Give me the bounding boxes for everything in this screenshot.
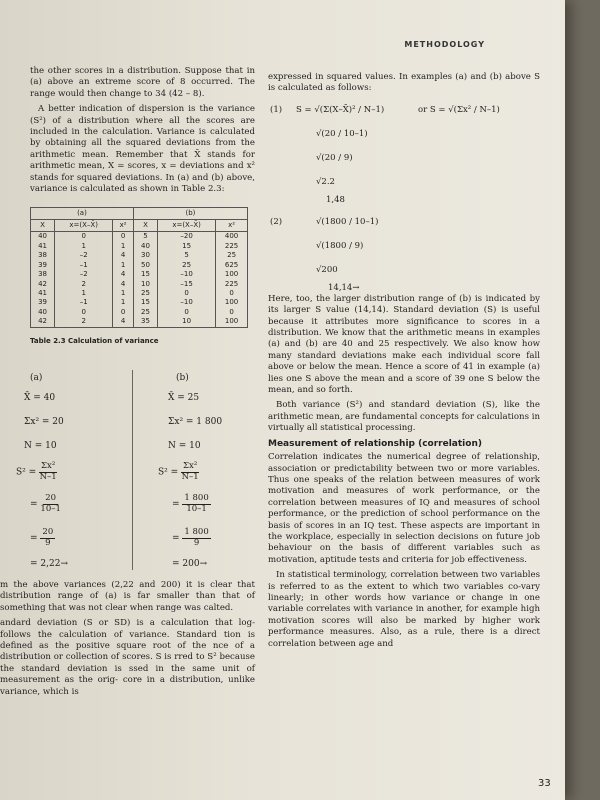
table-cell: 2 [55,317,113,327]
table-cell: –2 [55,251,113,260]
table-row [31,289,248,298]
table-cell: 25 [158,261,216,270]
calc-mean: X̄ = 40 [24,393,56,403]
table-cell: 30 [133,251,157,260]
formula-step: √(1800 / 10–1) [316,216,379,227]
calc-formula-3: = $\frac{1 800}{9}$ [172,527,209,548]
paragraph: In statistical terminology, correlation between two variables is referred to as the extent to which two variables co-vary linearly; in other words how variance or change in one variable correlates with variance in another, for example high motivation scores will also be marked by higher work performance measures. Also, as a rule, there is a direct correlation between age and [268,570,540,649]
table-row [31,261,248,270]
table-cell: 0 [216,308,248,317]
table-cell: 40 [31,232,55,242]
calc-result: = 200→ [172,559,208,569]
frac-num: 1 800 [184,527,209,537]
table-cell: 15 [133,298,157,307]
calc-s2: S² [158,467,168,478]
table-row [31,242,248,251]
table-group-b: (b) [133,208,247,220]
table-row [31,317,248,327]
calc-label: (a) [30,373,43,383]
table-row [31,270,248,279]
table-cell: –20 [158,232,216,242]
table-cell: –1 [55,261,113,270]
table-cell: 100 [216,270,248,279]
table-cell: 0 [55,232,113,242]
paragraph: Correlation indicates the numerical degree of relationship, association or predictability between two or more variables. Thus one speaks of the relation between measures of work motivation and measures of work performance, or the correlation between measures of IQ and measures of school performance, or the prediction of school performance on the basis of scores in an IQ test. These aspects are important in the workplace, especially in selection decisions on future job behaviour on the basis of different variables such as motivation, aptitude tests and criteria for job effectiveness. [268,452,540,565]
table-cell: –2 [55,270,113,279]
left-column [30,66,255,347]
table-cell: 25 [133,289,157,298]
table-cell: 42 [31,280,55,289]
table-cell: 39 [31,261,55,270]
frac-num: 1 800 [184,493,209,503]
table-cell: 0 [113,308,134,317]
table-cell: 25 [216,251,248,260]
table-cell: 38 [31,270,55,279]
formula-result: 14,14→ [328,282,360,293]
table-cell: 35 [133,317,157,327]
table-cell: 100 [216,317,248,327]
table-cell: 100 [216,298,248,307]
sd-formulas [268,99,540,294]
table-cell: 5 [158,251,216,260]
frac-den: N–1 [181,471,199,482]
table-cell: 41 [31,289,55,298]
table-cell: 42 [31,317,55,327]
running-header: METHODOLOGY [404,40,485,49]
calc-divider [132,370,133,570]
table-cell: 1 [113,242,134,251]
formula-label: (1) [270,104,283,115]
table-cell: 39 [31,298,55,307]
table-cell: 10 [158,317,216,327]
table-cell: 50 [133,261,157,270]
table-group-a: (a) [31,208,134,220]
table-cell: 38 [31,251,55,260]
calc-label: (b) [176,373,189,383]
table-cell: 0 [158,308,216,317]
page-number: 33 [538,778,551,789]
calc-formula-1: S² = $\frac{\text{Σx²}}{N-1}$ [158,461,199,482]
frac-den: 10–1 [40,503,61,514]
calc-sum: Σx² = 20 [24,417,64,427]
frac-den: N–1 [39,471,57,482]
table-header-cell: x=(X–X̄) [55,220,113,232]
section-heading: Measurement of relationship (correlation) [268,438,482,449]
table-cell: 1 [113,261,134,270]
table-cell: –15 [158,280,216,289]
paragraph: the other scores in a distribution. Suppose that in (a) above an extreme score of 8 occurred. The range would then change to 34 (42 – 8). [30,66,255,99]
paragraph: Both variance (S²) and standard deviation (S), like the arithmetic mean, are fundamental concepts for calculations in virtually all statistical processing. [268,400,541,434]
table-cell: 40 [31,308,55,317]
table-cell: –10 [158,298,216,307]
calc-mean: X̄ = 25 [168,393,200,403]
table-cell: 41 [31,242,55,251]
table-cell: 4 [113,317,134,327]
table-header-cell: x=(X–X̄) [158,220,216,232]
frac-den: 9 [45,537,51,548]
table-header-cell: x² [216,220,248,232]
formula-step: √(1800 / 9) [316,240,364,251]
table-cell: 1 [113,289,134,298]
table-cell: 0 [113,232,134,242]
table-cell: 15 [158,242,216,251]
table-cell: 5 [133,232,157,242]
table-cell: 225 [216,242,248,251]
table-row [31,232,248,242]
formula-label: (2) [270,216,283,227]
table-header-cell: x² [113,220,134,232]
paragraph: expressed in squared values. In examples (a) and (b) above S is calculated as follows: [268,72,540,94]
calc-formula-2: = $\frac{1 800}{10-1}$ [172,493,209,514]
formula-result: 1,48 [326,194,345,205]
frac-num: 20 [45,493,57,503]
frac-den: 9 [193,537,200,548]
variance-table [30,207,248,327]
calc-n: N = 10 [24,441,57,451]
formula-step: √2.2 [316,176,335,187]
frac-num: Σx² [41,461,56,471]
calc-sum: Σx² = 1 800 [168,417,223,427]
formula-alt: or S = √(Σx² / N–1) [418,104,500,115]
frac-num: 20 [42,527,54,537]
calc-formula-2: = $\frac{20}{10-1}$ [30,493,61,514]
table-header-cell: X [133,220,157,232]
table-cell: 40 [133,242,157,251]
table-row [31,298,248,307]
calc-n: N = 10 [168,441,201,451]
calc-formula-1: S² = $\frac{\text{Σx²}}{N-1}$ [16,461,57,482]
table-cell: 25 [133,308,157,317]
formula-step: √(20 / 10–1) [316,128,368,139]
table-cell: 0 [216,289,248,298]
table-cell: –1 [55,298,113,307]
table-cell: 10 [133,280,157,289]
table-cell: 225 [216,280,248,289]
table-header-cell: X [31,220,55,232]
table-header-row [31,220,248,232]
table-caption: Table 2.3 Calculation of variance [30,336,159,345]
bottom-left-text [0,580,255,702]
table-cell: 1 [55,242,113,251]
paragraph: A better indication of dispersion is the variance (S²) of a distribution where all the scores are included in the calculation. Variance is calculated by obtaining all the squared deviations from the arithmetic mean. Remember that X̄ stands for arithmetic mean, X = scores, x = deviations and x² stands for squared deviations. In (a) and (b) above, variance is calculated as shown in Table 2.3: [30,104,255,195]
formula-step: √(20 / 9) [316,152,353,163]
table-cell: 0 [55,308,113,317]
table-cell: 15 [133,270,157,279]
table-cell: 625 [216,261,248,270]
paragraph: m the above variances (2,22 and 200) it is clear that distribution range of (a) is far smaller than that of something that was not clear when range was calted. [0,580,255,613]
table-cell: 4 [113,270,134,279]
calc-result: = 2,22→ [30,559,68,569]
table-cell: –10 [158,270,216,279]
table-cell: 1 [55,289,113,298]
formula-step: √200 [316,264,338,275]
table-row [31,280,248,289]
calc-formula-3: = $\frac{20}{9}$ [30,527,54,548]
frac-den: 10–1 [186,503,207,514]
table-row [31,251,248,260]
paragraph: Here, too, the larger distribution range of (b) is indicated by its larger S value (14,14). Standard deviation (S) is useful because it attributes more significance to scores in a distribution. We know that the arithmetic means in examples (a) and (b) are 40 and 25 respectively. We also know how many standard deviations make each individual score fall above or below the mean. Hence a score of 41 in example (a) lies one S above the mean and a score of 39 one S below the mean, and so forth. [268,293,540,396]
table-row [31,308,248,317]
table-cell: 0 [158,289,216,298]
table-cell: 2 [55,280,113,289]
frac-num: Σx² [183,461,198,471]
table-cell: 4 [113,251,134,260]
table-cell: 400 [216,232,248,242]
table-cell: 4 [113,280,134,289]
paragraph: andard deviation (S or SD) is a calculation that log- follows the calculation of variance. Standard tion is defined as the positive square root of the nce of a distribution or collection of scores. S is rred to S² because the standard deviation is ssed in the same unit of measurement as the orig- core in a distribution, unlike variance, which is [0,618,255,697]
right-column [268,72,540,654]
table-cell: 1 [113,298,134,307]
calc-s2: S² [16,467,26,478]
formula: S = √(Σ(X–X̄)² / N–1) [296,104,385,115]
